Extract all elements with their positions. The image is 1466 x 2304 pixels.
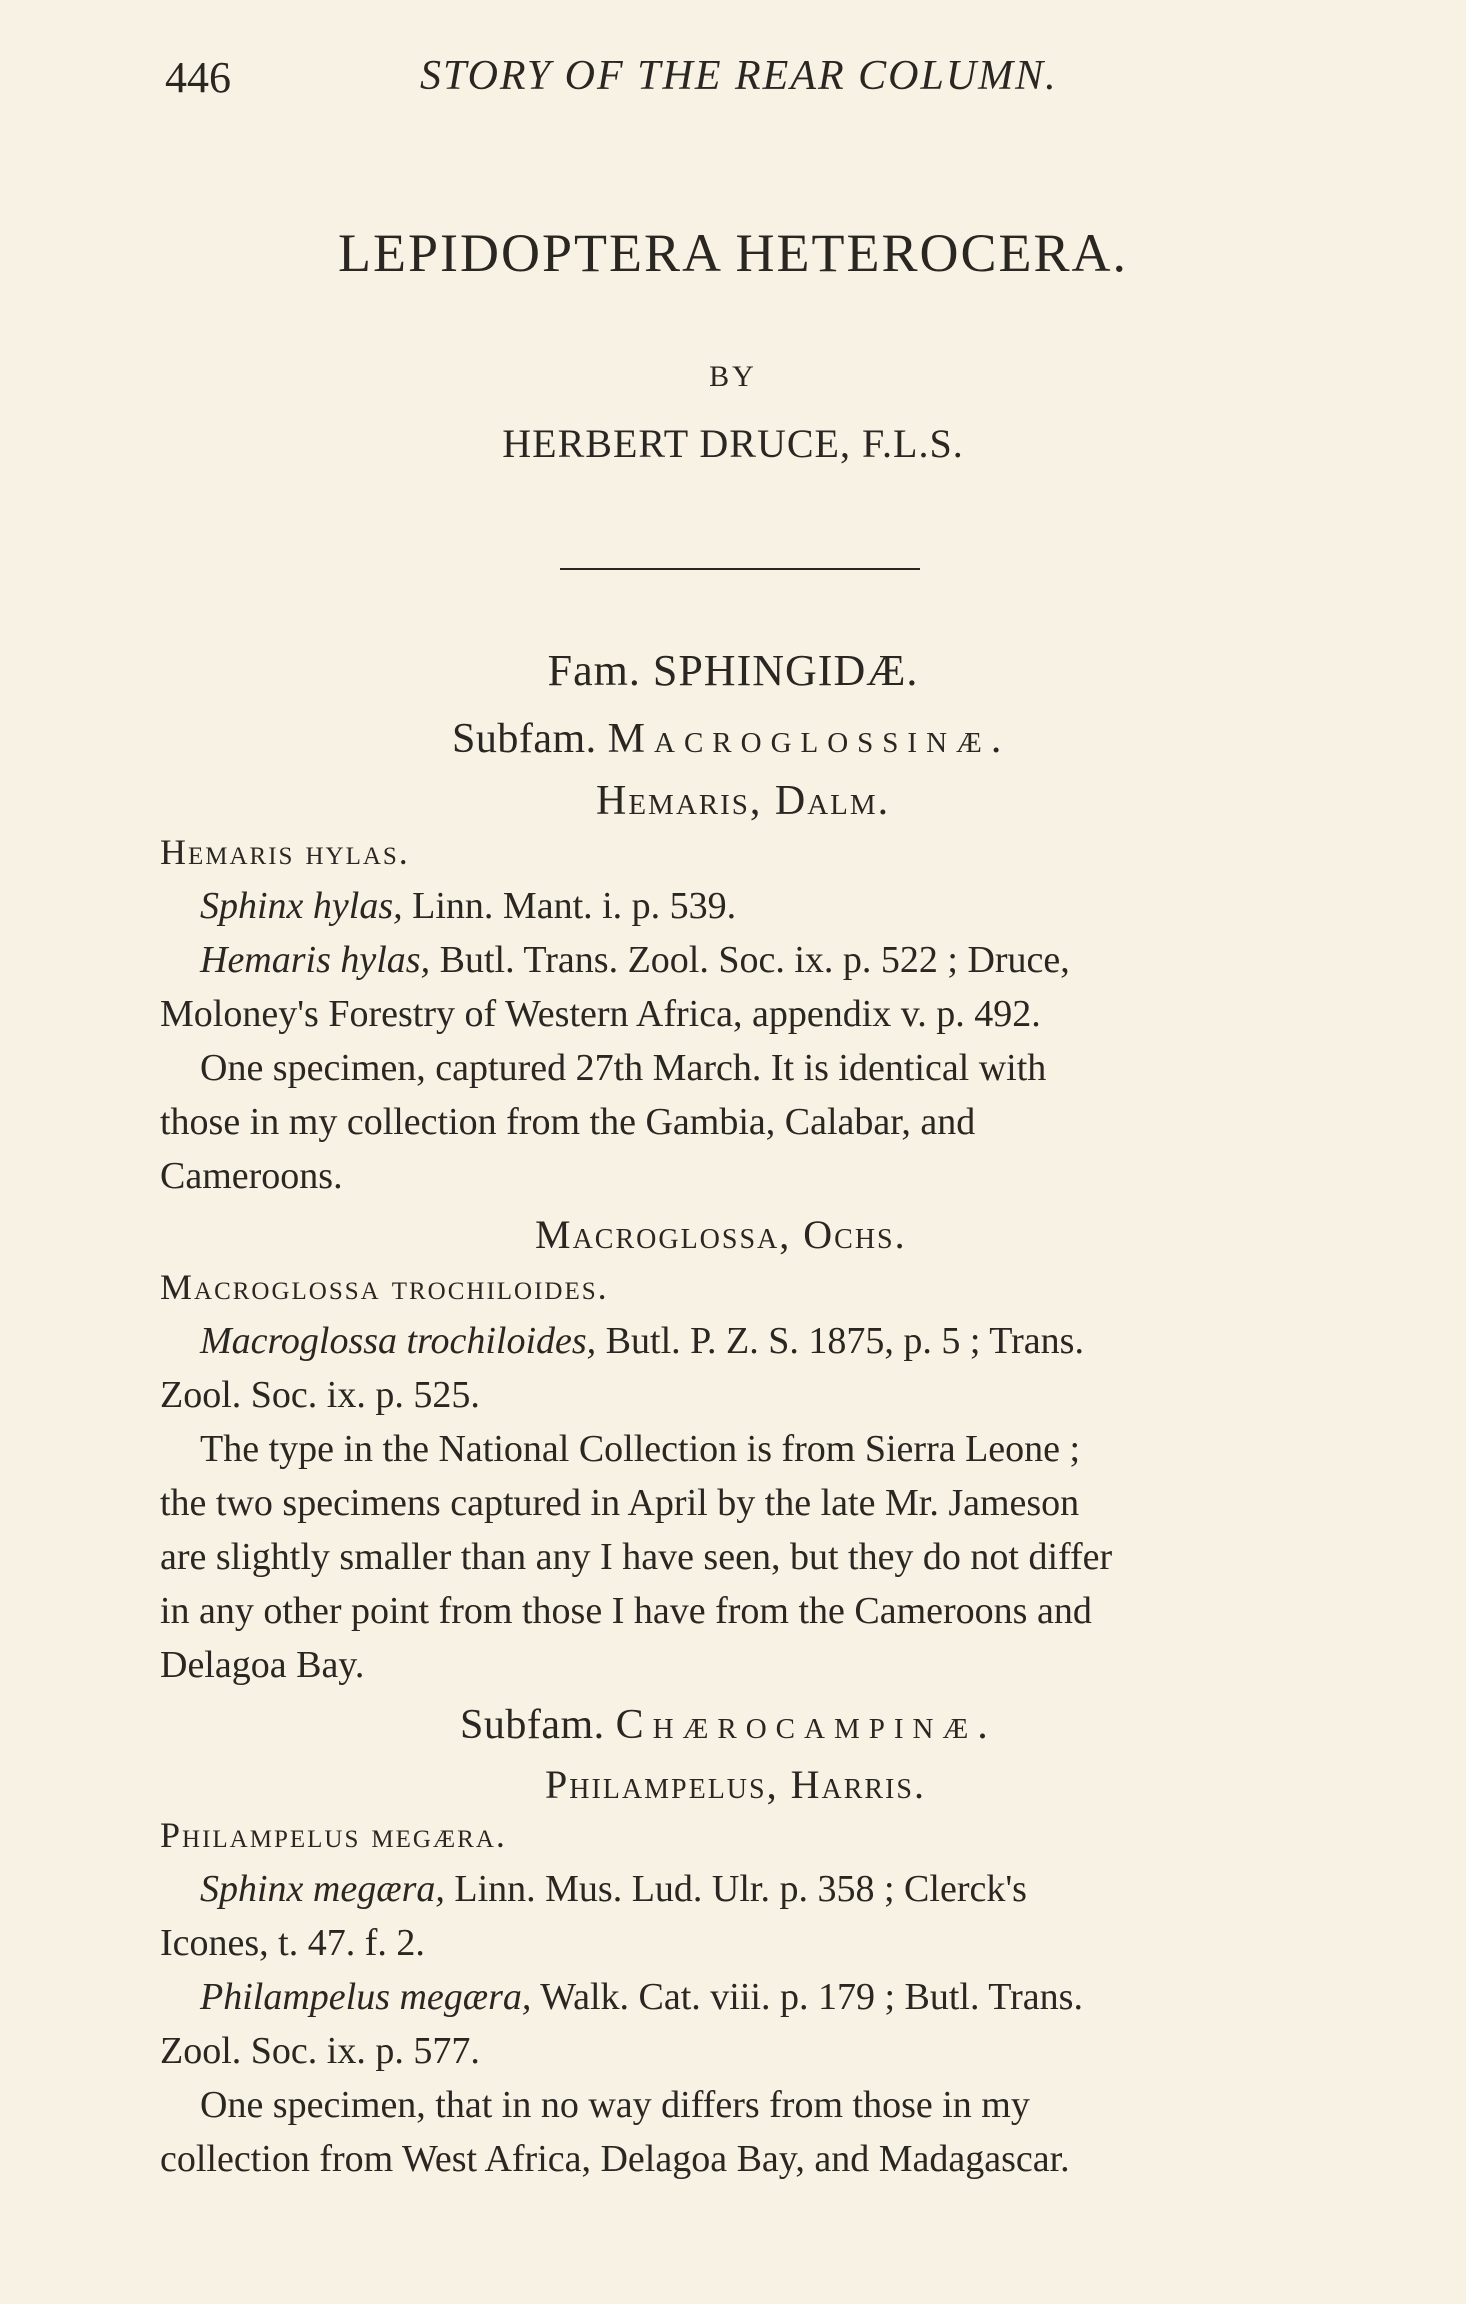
note-line: Delagoa Bay. [160, 1644, 365, 1686]
reference-continuation: Moloney's Forestry of Western Africa, appendix v. p. 492. [160, 993, 1041, 1035]
divider-rule [560, 568, 920, 570]
note-line: the two specimens captured in April by the late Mr. Jameson [160, 1482, 1080, 1524]
page-number: 446 [165, 53, 231, 102]
species-entry [160, 1260, 1335, 1692]
note-line: those in my collection from the Gambia, Calabar, and [160, 1101, 976, 1143]
author-name: HERBERT DRUCE, F.L.S. [502, 421, 964, 466]
reference: Hemaris hylas, Butl. Trans. Zool. Soc. ix. p. 522 ; Druce, [200, 939, 1070, 981]
running-title: STORY OF THE REAR COLUMN. [420, 53, 1058, 99]
genus-heading: Hemaris, Dalm. [596, 778, 891, 824]
species-name: Philampelus megæra. [160, 1815, 507, 1855]
note-line: One specimen, that in no way differs from those in my [200, 2084, 1030, 2126]
species-entry [160, 1808, 1335, 2186]
note-line: collection from West Africa, Delagoa Bay, and Madagascar. [160, 2138, 1070, 2180]
genus-heading: Macroglossa, Ochs. [535, 1212, 907, 1257]
reference: Macroglossa trochiloides, Butl. P. Z. S. 1875, p. 5 ; Trans. [200, 1320, 1084, 1362]
genus-heading: Philampelus, Harris. [545, 1762, 926, 1807]
reference: Sphinx hylas, Linn. Mant. i. p. 539. [200, 885, 737, 927]
chapter-title: LEPIDOPTERA HETEROCERA. [337, 223, 1128, 283]
note-line: in any other point from those I have from the Cameroons and [160, 1590, 1092, 1632]
reference: Philampelus megæra, Walk. Cat. viii. p. 179 ; Butl. Trans. [200, 1976, 1083, 2018]
reference-continuation: Zool. Soc. ix. p. 577. [160, 2030, 480, 2072]
reference-continuation: Zool. Soc. ix. p. 525. [160, 1374, 480, 1416]
reference: Sphinx megæra, Linn. Mus. Lud. Ulr. p. 358 ; Clerck's [200, 1868, 1027, 1910]
byline-by: BY [709, 360, 757, 393]
note-line: One specimen, captured 27th March. It is identical with [200, 1047, 1047, 1089]
species-entry [160, 825, 1335, 1203]
note-line: are slightly smaller than any I have seen, but they do not differ [160, 1536, 1113, 1578]
family-heading: Fam. SPHINGIDÆ. [547, 646, 919, 695]
species-name: Macroglossa trochiloides. [160, 1267, 609, 1307]
reference-continuation: Icones, t. 47. f. 2. [160, 1922, 425, 1964]
species-name: Hemaris hylas. [160, 832, 410, 872]
note-line: Cameroons. [160, 1155, 343, 1197]
subfamily-heading: Subfam. Macroglossinæ. [452, 716, 1011, 762]
subfamily-heading: Subfam. Chærocampinæ. [460, 1702, 997, 1748]
note-line: The type in the National Collection is from Sierra Leone ; [200, 1428, 1081, 1470]
